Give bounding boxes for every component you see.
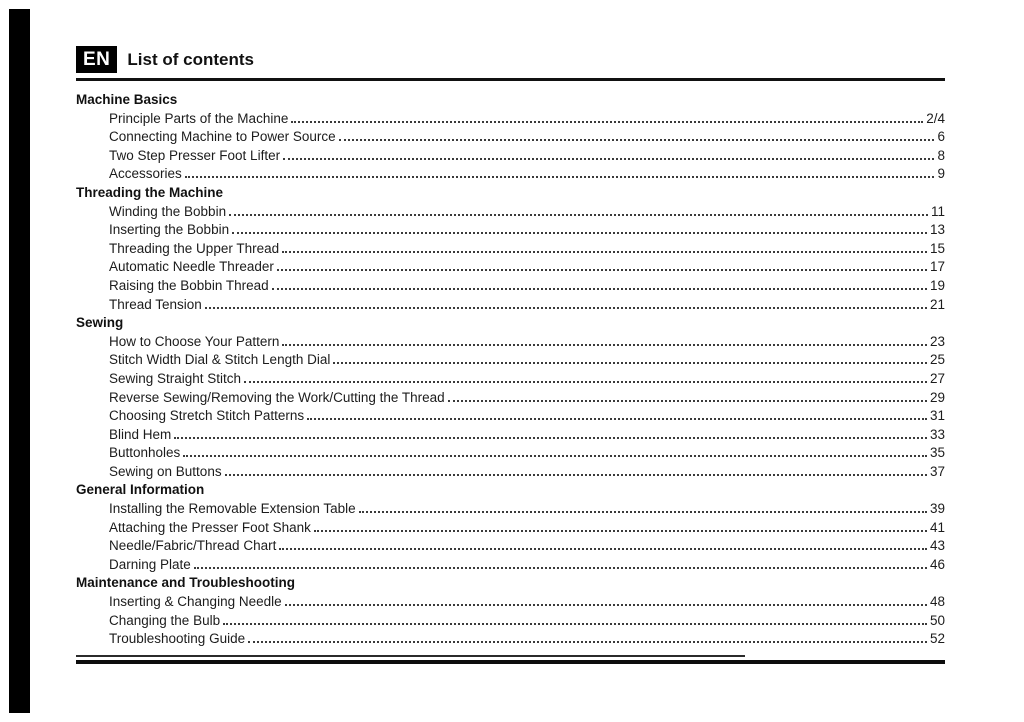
dot-leader: [185, 166, 935, 178]
toc-entry-page-number: 46: [929, 556, 945, 572]
toc-entry: [76, 407, 945, 426]
toc-entry: [76, 333, 945, 352]
toc-entry: [76, 630, 945, 649]
content-area: [76, 46, 945, 664]
dot-leader: [229, 204, 928, 216]
toc-entry-page-number: 43: [929, 538, 945, 554]
toc-entry: [76, 221, 945, 240]
toc-entry-title: Buttonholes: [109, 445, 181, 461]
dot-leader: [225, 464, 927, 476]
toc-entry: [76, 351, 945, 370]
toc-entry-page-number: 2/4: [926, 110, 945, 126]
toc-entry-title: Choosing Stretch Stitch Patterns: [109, 408, 305, 424]
toc-entry-title: How to Choose Your Pattern: [109, 333, 280, 349]
toc-entry-page-number: 39: [929, 501, 945, 517]
toc-entry-title: Sewing on Buttons: [109, 463, 222, 479]
toc-entry-page-number: 41: [929, 519, 945, 535]
dot-leader: [359, 501, 927, 513]
toc-entry-title: Connecting Machine to Power Source: [109, 129, 336, 145]
toc-entry: [76, 519, 945, 538]
toc-entry-title: Reverse Sewing/Removing the Work/Cutting the Thread: [109, 389, 445, 405]
dot-leader: [183, 445, 927, 457]
toc-section-heading: Machine Basics: [76, 92, 178, 107]
toc-entry-title: Attaching the Presser Foot Shank: [109, 519, 311, 535]
dot-leader: [285, 594, 927, 606]
toc-entry-title: Inserting the Bobbin: [109, 222, 230, 238]
toc-entry: [76, 240, 945, 259]
toc-entry: [76, 296, 945, 315]
dot-leader: [277, 259, 927, 271]
toc-entry: [76, 444, 945, 463]
toc-entry: [76, 128, 945, 147]
dot-leader: [282, 334, 927, 346]
toc-entry-page-number: 48: [929, 594, 945, 610]
dot-leader: [223, 613, 927, 625]
toc-section-heading: General Information: [76, 482, 205, 498]
toc-entry-title: Sewing Straight Stitch: [109, 370, 242, 386]
language-badge: EN: [76, 46, 117, 73]
toc-entry-page-number: 35: [929, 445, 945, 461]
footer-thick-rule: [76, 660, 945, 664]
page-header: [76, 46, 945, 73]
toc-entry-page-number: 50: [929, 612, 945, 628]
toc-entry: [76, 370, 945, 389]
toc-entry-title: Blind Hem: [109, 426, 172, 442]
toc-entry: [76, 463, 945, 482]
toc-entry-title: Installing the Removable Extension Table: [109, 501, 356, 517]
toc-entry-title: Winding the Bobbin: [109, 203, 227, 219]
toc-entry-title: Two Step Presser Foot Lifter: [109, 147, 281, 163]
toc-entry-title: Troubleshooting Guide: [109, 631, 246, 647]
toc-entry-page-number: 33: [929, 426, 945, 442]
toc-entry: [76, 537, 945, 556]
toc-entry-page-number: 27: [929, 370, 945, 386]
footer-thin-rule: [76, 655, 745, 657]
toc-entry-page-number: 29: [929, 389, 945, 405]
toc-entry: [76, 500, 945, 519]
toc-entry-page-number: 19: [929, 277, 945, 293]
toc-entry-page-number: 52: [929, 631, 945, 647]
toc-entry: [76, 556, 945, 575]
toc-entry: [76, 258, 945, 277]
toc-entry-title: Darning Plate: [109, 556, 191, 572]
dot-leader: [307, 408, 927, 420]
dot-leader: [279, 538, 927, 550]
toc-entry-title: Thread Tension: [109, 296, 202, 312]
toc-entry: [76, 426, 945, 445]
dot-leader: [248, 631, 927, 643]
toc-entry: [76, 277, 945, 296]
footer-rules: [76, 655, 945, 664]
toc-entry-page-number: 23: [929, 333, 945, 349]
toc-section-heading: Threading the Machine: [76, 184, 224, 200]
toc-entry: [76, 389, 945, 408]
dot-leader: [291, 111, 923, 123]
toc-entry-page-number: 6: [937, 129, 945, 145]
toc-entry-page-number: 9: [937, 166, 945, 182]
dot-leader: [283, 148, 934, 160]
toc: [76, 91, 945, 649]
toc-entry-title: Stitch Width Dial & Stitch Length Dial: [109, 352, 331, 368]
toc-entry-page-number: 15: [929, 240, 945, 256]
toc-entry-page-number: 31: [929, 408, 945, 424]
toc-entry-page-number: 13: [929, 222, 945, 238]
toc-entry-title: Accessories: [109, 166, 182, 182]
dot-leader: [314, 520, 927, 532]
toc-entry-title: Principle Parts of the Machine: [109, 110, 289, 126]
header-rule: [76, 78, 945, 81]
dot-leader: [194, 557, 927, 569]
dot-leader: [205, 297, 927, 309]
toc-entry-title: Raising the Bobbin Thread: [109, 277, 269, 293]
dot-leader: [282, 241, 927, 253]
toc-entry-page-number: 37: [929, 463, 945, 479]
toc-entry-title: Threading the Upper Thread: [109, 240, 280, 256]
toc-entry-page-number: 8: [937, 147, 945, 163]
toc-entry: [76, 165, 945, 184]
toc-entry-title: Inserting & Changing Needle: [109, 594, 282, 610]
toc-entry: [76, 110, 945, 129]
toc-entry: [76, 147, 945, 166]
dot-leader: [232, 222, 927, 234]
left-edge-bar: [9, 9, 30, 713]
toc-entry-title: Changing the Bulb: [109, 612, 221, 628]
dot-leader: [339, 129, 935, 141]
toc-section-heading: Sewing: [76, 315, 124, 331]
dot-leader: [174, 427, 927, 439]
toc-entry-title: Automatic Needle Threader: [109, 259, 274, 275]
dot-leader: [272, 278, 927, 290]
toc-entry-page-number: 25: [929, 352, 945, 368]
toc-entry: [76, 612, 945, 631]
toc-section-heading: Maintenance and Troubleshooting: [76, 575, 296, 591]
toc-entry: [76, 203, 945, 222]
toc-entry-page-number: 21: [929, 296, 945, 312]
toc-entry: [76, 593, 945, 612]
dot-leader: [333, 352, 927, 364]
toc-entry-page-number: 11: [930, 203, 945, 219]
toc-entry-title: Needle/Fabric/Thread Chart: [109, 538, 277, 554]
toc-entry-page-number: 17: [929, 259, 945, 275]
dot-leader: [448, 390, 927, 402]
page-title: List of contents: [127, 49, 254, 69]
dot-leader: [244, 371, 927, 383]
